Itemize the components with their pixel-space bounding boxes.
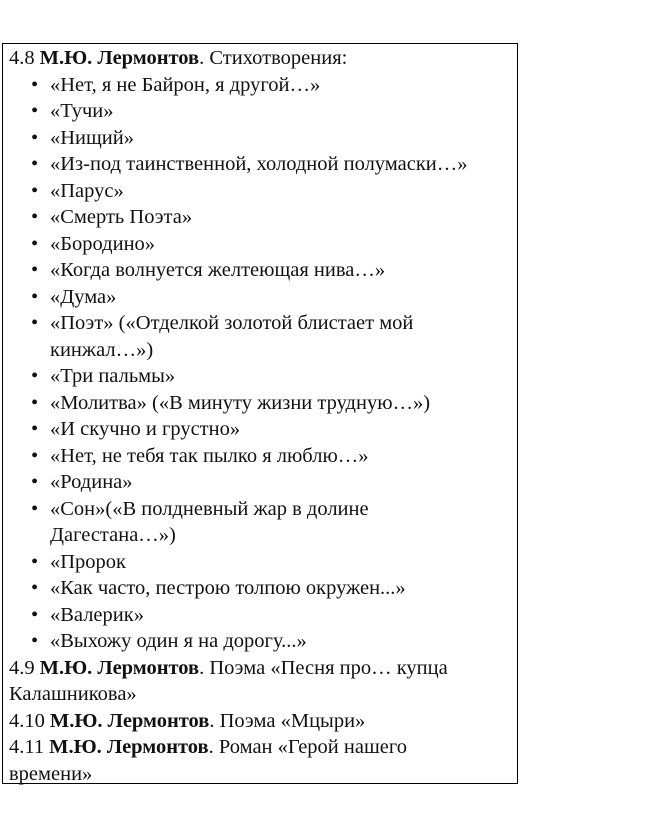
poem-title: «Как часто, пестрою толпою окружен...» (50, 577, 406, 599)
section-number: 4.9 (9, 656, 35, 679)
author-name: М.Ю. Лермонтов (39, 47, 200, 69)
poem-title: «Когда волнуется желтеющая нива…» (50, 259, 386, 281)
list-item (9, 390, 513, 417)
section-4-11 (9, 734, 449, 787)
bullet-icon: • (31, 630, 39, 652)
bullet-icon: • (31, 577, 39, 599)
list-item (9, 549, 513, 576)
poem-title: «Сон»(«В полдневный жар в долине Дагестана…») (50, 497, 369, 546)
poem-title: «Тучи» (50, 100, 114, 122)
poem-title: «Валерик» (50, 603, 144, 626)
bullet-icon: • (31, 153, 39, 175)
list-item (9, 469, 513, 496)
list-item (9, 575, 513, 602)
list-item (9, 363, 513, 390)
section-4-9 (9, 655, 489, 708)
bullet-icon: • (31, 206, 39, 228)
poem-title: «Нищий» (50, 126, 135, 149)
bullet-icon: • (31, 100, 39, 122)
bullet-icon: • (31, 603, 39, 626)
bullet-icon: • (31, 418, 39, 440)
list-item (9, 284, 513, 311)
section-title: . Поэма «Мцыри» (209, 709, 366, 732)
list-item (9, 204, 513, 231)
bullet-icon: • (31, 471, 39, 493)
list-item (9, 628, 513, 655)
author-name: М.Ю. Лермонтов (39, 656, 200, 679)
list-item (9, 151, 513, 178)
list-item (9, 443, 513, 470)
list-item (9, 496, 513, 549)
poem-title: «Родина» (50, 471, 133, 493)
bullet-icon: • (31, 312, 39, 334)
bullet-icon: • (31, 73, 39, 96)
bullet-icon: • (31, 232, 39, 255)
list-item (9, 125, 513, 152)
poem-title: «Дума» (50, 285, 117, 308)
list-item (9, 257, 513, 284)
bullet-icon: • (31, 497, 39, 520)
list-item (9, 602, 513, 629)
bullet-icon: • (31, 550, 39, 573)
bullet-icon: • (31, 391, 39, 414)
list-item (9, 231, 513, 258)
section-number: 4.10 (9, 709, 45, 732)
section-title: . Роман «Герой нашего времени» (9, 736, 407, 785)
poem-title: «И скучно и грустно» (50, 418, 241, 440)
bullet-icon: • (31, 179, 39, 202)
bullet-icon: • (31, 444, 39, 467)
poem-title: «Нет, не тебя так пылко я люблю…» (50, 444, 369, 467)
list-item (9, 178, 513, 205)
poem-title: «Нет, я не Байрон, я другой…» (50, 73, 321, 96)
poem-title: «Из-под таинственной, холодной полумаски…» (50, 153, 468, 175)
poem-title: «Смерть Поэта» (50, 206, 193, 228)
poem-title: «Молитва» («В минуту жизни трудную…») (50, 391, 431, 414)
author-name: М.Ю. Лермонтов (49, 736, 209, 758)
poem-title: «Бородино» (50, 232, 156, 255)
section-4-8 (9, 45, 513, 72)
author-name: М.Ю. Лермонтов (49, 709, 210, 732)
section-4-10 (9, 708, 513, 735)
section-number: 4.8 (9, 47, 35, 69)
list-item (9, 98, 513, 125)
bullet-icon: • (31, 365, 39, 387)
poem-title: «Выхожу один я на дорогу...» (50, 630, 307, 652)
section-number: 4.11 (9, 736, 45, 758)
poem-list (9, 72, 513, 655)
list-item (9, 72, 513, 99)
poem-title: «Поэт» («Отделкой золотой блистает мой кинжал…») (50, 312, 414, 361)
bullet-icon: • (31, 285, 39, 308)
bullet-icon: • (31, 126, 39, 149)
section-title: . Стихотворения: (199, 47, 348, 69)
poem-title: «Пророк (50, 550, 127, 573)
poem-title: «Парус» (50, 179, 124, 202)
list-item (9, 310, 513, 363)
literature-list-cell (2, 43, 518, 784)
bullet-icon: • (31, 259, 39, 281)
list-item (9, 416, 513, 443)
section-title: . Поэма «Песня про… купца Калашникова» (9, 656, 448, 705)
poem-title: «Три пальмы» (50, 365, 176, 387)
